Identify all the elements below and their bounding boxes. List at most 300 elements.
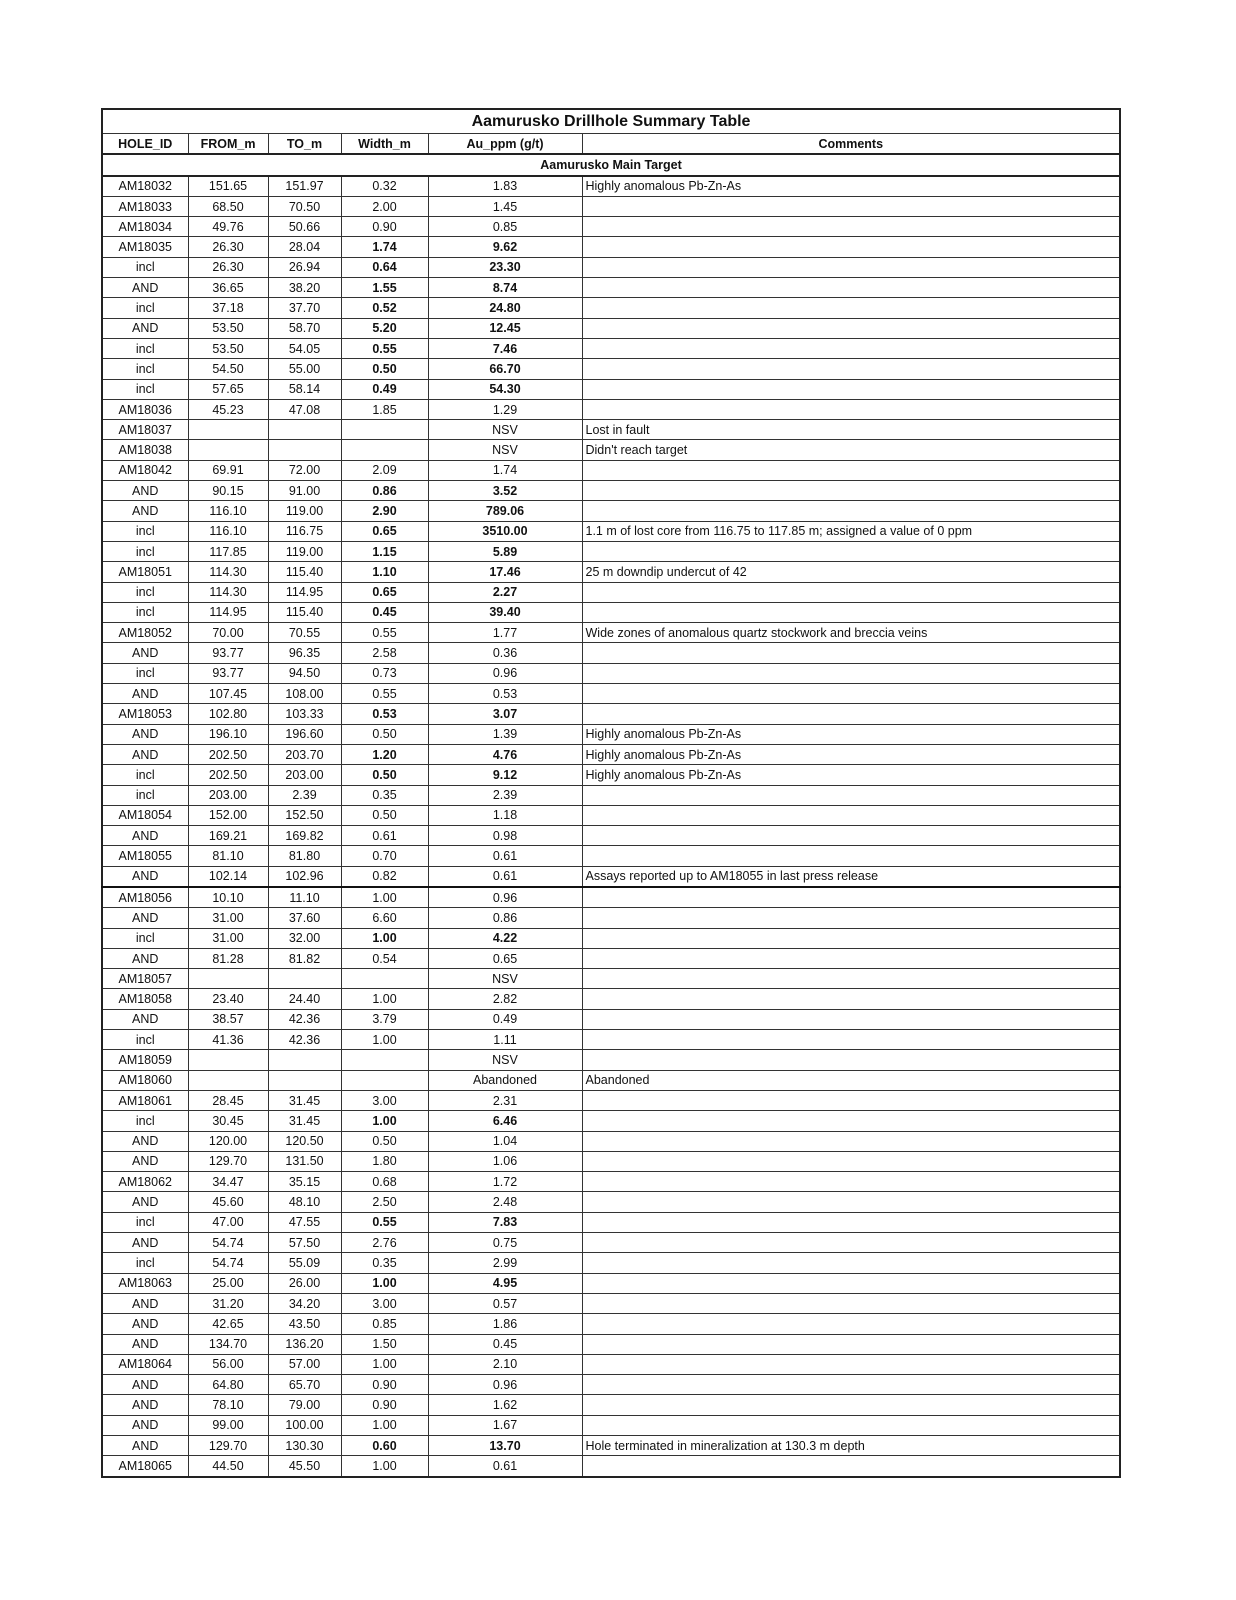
comment-cell — [582, 196, 1120, 216]
from-cell: 10.10 — [188, 887, 268, 908]
comment-cell — [582, 1090, 1120, 1110]
au-cell: 5.89 — [428, 541, 582, 561]
width-cell: 0.55 — [341, 1212, 428, 1232]
width-cell: 1.85 — [341, 399, 428, 419]
width-cell: 0.65 — [341, 582, 428, 602]
comment-cell — [582, 501, 1120, 521]
width-cell: 2.00 — [341, 196, 428, 216]
table-row — [102, 582, 1120, 602]
width-cell: 1.15 — [341, 541, 428, 561]
width-cell: 0.61 — [341, 826, 428, 846]
width-cell — [341, 1050, 428, 1070]
comment-cell — [582, 1172, 1120, 1192]
au-cell: Abandoned — [428, 1070, 582, 1090]
width-cell: 0.52 — [341, 298, 428, 318]
width-cell: 0.50 — [341, 724, 428, 744]
comment-cell: Wide zones of anomalous quartz stockwork and breccia veins — [582, 623, 1120, 643]
table-row — [102, 948, 1120, 968]
from-cell: 102.14 — [188, 866, 268, 887]
au-cell: 0.96 — [428, 887, 582, 908]
from-cell: 78.10 — [188, 1395, 268, 1415]
table-row — [102, 1334, 1120, 1354]
to-cell: 37.60 — [268, 908, 341, 928]
width-cell: 0.32 — [341, 176, 428, 197]
au-cell: 0.75 — [428, 1233, 582, 1253]
au-cell: 12.45 — [428, 318, 582, 338]
comment-cell — [582, 1030, 1120, 1050]
hole-id-cell: AND — [102, 643, 188, 663]
hole-id-cell: AM18064 — [102, 1354, 188, 1374]
table-row — [102, 257, 1120, 277]
au-cell: 7.83 — [428, 1212, 582, 1232]
hole-id-cell: AM18032 — [102, 176, 188, 197]
width-cell: 1.55 — [341, 278, 428, 298]
width-cell: 0.55 — [341, 684, 428, 704]
from-cell: 68.50 — [188, 196, 268, 216]
from-cell: 90.15 — [188, 481, 268, 501]
to-cell: 45.50 — [268, 1456, 341, 1477]
to-cell: 50.66 — [268, 217, 341, 237]
width-cell: 1.00 — [341, 1030, 428, 1050]
hole-id-cell: AND — [102, 1131, 188, 1151]
au-cell: NSV — [428, 440, 582, 460]
hole-id-cell: incl — [102, 663, 188, 683]
table-row — [102, 440, 1120, 460]
comment-cell — [582, 1192, 1120, 1212]
table-row — [102, 338, 1120, 358]
to-cell: 2.39 — [268, 785, 341, 805]
to-cell: 54.05 — [268, 338, 341, 358]
hole-id-cell: incl — [102, 521, 188, 541]
table-row — [102, 521, 1120, 541]
comment-cell — [582, 1456, 1120, 1477]
comment-cell — [582, 1293, 1120, 1313]
au-cell: 0.96 — [428, 663, 582, 683]
comment-cell — [582, 643, 1120, 663]
au-cell: 1.74 — [428, 460, 582, 480]
au-cell: 1.06 — [428, 1151, 582, 1171]
width-cell: 3.79 — [341, 1009, 428, 1029]
hole-id-cell: AM18063 — [102, 1273, 188, 1293]
comment-cell: 25 m downdip undercut of 42 — [582, 562, 1120, 582]
au-cell: 2.99 — [428, 1253, 582, 1273]
au-cell: 0.98 — [428, 826, 582, 846]
au-cell: 0.61 — [428, 846, 582, 866]
to-cell: 42.36 — [268, 1030, 341, 1050]
comment-cell: Abandoned — [582, 1070, 1120, 1090]
au-cell: 9.12 — [428, 765, 582, 785]
comment-cell — [582, 663, 1120, 683]
comment-cell — [582, 338, 1120, 358]
from-cell: 54.74 — [188, 1233, 268, 1253]
width-cell: 0.90 — [341, 1375, 428, 1395]
table-row — [102, 1009, 1120, 1029]
from-cell: 26.30 — [188, 257, 268, 277]
comment-cell — [582, 1273, 1120, 1293]
from-cell: 114.95 — [188, 602, 268, 622]
comment-cell — [582, 379, 1120, 399]
to-cell — [268, 440, 341, 460]
table-row — [102, 704, 1120, 724]
au-cell: 1.29 — [428, 399, 582, 419]
au-cell: 4.22 — [428, 928, 582, 948]
au-cell: NSV — [428, 420, 582, 440]
from-cell: 116.10 — [188, 501, 268, 521]
width-cell: 1.50 — [341, 1334, 428, 1354]
comment-cell — [582, 684, 1120, 704]
to-cell: 169.82 — [268, 826, 341, 846]
hole-id-cell: AM18035 — [102, 237, 188, 257]
hole-id-cell: incl — [102, 602, 188, 622]
hole-id-cell: AM18054 — [102, 805, 188, 825]
au-cell: 1.39 — [428, 724, 582, 744]
table-row — [102, 1273, 1120, 1293]
hole-id-cell: AND — [102, 501, 188, 521]
au-cell: 2.39 — [428, 785, 582, 805]
table-row — [102, 1212, 1120, 1232]
width-cell: 0.50 — [341, 359, 428, 379]
au-cell: 9.62 — [428, 237, 582, 257]
to-cell: 81.80 — [268, 846, 341, 866]
to-cell: 108.00 — [268, 684, 341, 704]
au-cell: NSV — [428, 969, 582, 989]
comment-cell: Highly anomalous Pb-Zn-As — [582, 176, 1120, 197]
from-cell: 45.23 — [188, 399, 268, 419]
width-cell: 2.09 — [341, 460, 428, 480]
width-cell: 0.35 — [341, 1253, 428, 1273]
au-cell: NSV — [428, 1050, 582, 1070]
to-cell: 32.00 — [268, 928, 341, 948]
comment-cell — [582, 602, 1120, 622]
hole-id-cell: AND — [102, 826, 188, 846]
au-cell: 17.46 — [428, 562, 582, 582]
to-cell: 91.00 — [268, 481, 341, 501]
from-cell: 38.57 — [188, 1009, 268, 1029]
width-cell: 3.00 — [341, 1090, 428, 1110]
table-row — [102, 278, 1120, 298]
to-cell: 79.00 — [268, 1395, 341, 1415]
to-cell: 28.04 — [268, 237, 341, 257]
to-cell: 72.00 — [268, 460, 341, 480]
to-cell: 11.10 — [268, 887, 341, 908]
comment-cell — [582, 1253, 1120, 1273]
from-cell: 45.60 — [188, 1192, 268, 1212]
comment-cell — [582, 217, 1120, 237]
table-row — [102, 217, 1120, 237]
comment-cell: Highly anomalous Pb-Zn-As — [582, 744, 1120, 764]
width-cell: 0.60 — [341, 1436, 428, 1456]
comment-cell — [582, 1354, 1120, 1374]
to-cell — [268, 969, 341, 989]
width-cell: 1.00 — [341, 1456, 428, 1477]
hole-id-cell: incl — [102, 1253, 188, 1273]
au-cell: 24.80 — [428, 298, 582, 318]
width-cell: 0.50 — [341, 805, 428, 825]
table-row — [102, 908, 1120, 928]
from-cell: 44.50 — [188, 1456, 268, 1477]
hole-id-cell: AND — [102, 948, 188, 968]
hole-id-cell: AND — [102, 481, 188, 501]
from-cell: 30.45 — [188, 1111, 268, 1131]
from-cell: 114.30 — [188, 582, 268, 602]
to-cell: 81.82 — [268, 948, 341, 968]
au-cell: 0.53 — [428, 684, 582, 704]
table-row — [102, 1436, 1120, 1456]
comment-cell — [582, 908, 1120, 928]
comment-cell — [582, 1009, 1120, 1029]
width-cell: 1.10 — [341, 562, 428, 582]
to-cell: 31.45 — [268, 1111, 341, 1131]
hole-id-cell: AND — [102, 684, 188, 704]
hole-id-cell: AND — [102, 908, 188, 928]
from-cell — [188, 440, 268, 460]
comment-cell — [582, 948, 1120, 968]
table-row — [102, 460, 1120, 480]
to-cell: 115.40 — [268, 562, 341, 582]
hole-id-cell: AM18038 — [102, 440, 188, 460]
width-cell: 0.50 — [341, 765, 428, 785]
hole-id-cell: incl — [102, 928, 188, 948]
width-cell — [341, 420, 428, 440]
table-row — [102, 481, 1120, 501]
from-cell: 151.65 — [188, 176, 268, 197]
au-cell: 2.10 — [428, 1354, 582, 1374]
width-cell: 2.50 — [341, 1192, 428, 1212]
to-cell: 103.33 — [268, 704, 341, 724]
au-cell: 23.30 — [428, 257, 582, 277]
table-row — [102, 562, 1120, 582]
au-cell: 4.95 — [428, 1273, 582, 1293]
from-cell: 152.00 — [188, 805, 268, 825]
width-cell: 0.85 — [341, 1314, 428, 1334]
width-cell: 2.90 — [341, 501, 428, 521]
hole-id-cell: AM18065 — [102, 1456, 188, 1477]
au-cell: 1.45 — [428, 196, 582, 216]
hole-id-cell: AND — [102, 1415, 188, 1435]
hole-id-cell: incl — [102, 1111, 188, 1131]
width-cell: 0.90 — [341, 217, 428, 237]
au-cell: 1.62 — [428, 1395, 582, 1415]
au-cell: 0.45 — [428, 1334, 582, 1354]
table-row — [102, 359, 1120, 379]
from-cell: 117.85 — [188, 541, 268, 561]
hole-id-cell: incl — [102, 765, 188, 785]
to-cell: 48.10 — [268, 1192, 341, 1212]
to-cell: 26.00 — [268, 1273, 341, 1293]
from-cell: 70.00 — [188, 623, 268, 643]
au-cell: 1.72 — [428, 1172, 582, 1192]
table-row — [102, 866, 1120, 887]
hole-id-cell: AM18051 — [102, 562, 188, 582]
from-cell — [188, 1070, 268, 1090]
comment-cell — [582, 582, 1120, 602]
width-cell: 0.65 — [341, 521, 428, 541]
to-cell: 70.50 — [268, 196, 341, 216]
to-cell: 119.00 — [268, 501, 341, 521]
table-row — [102, 663, 1120, 683]
table-row — [102, 1070, 1120, 1090]
table-row — [102, 887, 1120, 908]
from-cell: 49.76 — [188, 217, 268, 237]
to-cell: 96.35 — [268, 643, 341, 663]
hole-id-cell: AM18061 — [102, 1090, 188, 1110]
from-cell: 69.91 — [188, 460, 268, 480]
to-cell: 203.00 — [268, 765, 341, 785]
width-cell: 1.00 — [341, 1415, 428, 1435]
to-cell: 34.20 — [268, 1293, 341, 1313]
to-cell: 37.70 — [268, 298, 341, 318]
hole-id-cell: AND — [102, 1233, 188, 1253]
table-row — [102, 298, 1120, 318]
hole-id-cell: AM18042 — [102, 460, 188, 480]
to-cell: 136.20 — [268, 1334, 341, 1354]
to-cell: 47.08 — [268, 399, 341, 419]
table-row — [102, 602, 1120, 622]
table-row — [102, 826, 1120, 846]
table-row — [102, 237, 1120, 257]
col-header-from: FROM_m — [188, 134, 268, 155]
width-cell: 1.00 — [341, 1273, 428, 1293]
table-row — [102, 1314, 1120, 1334]
width-cell — [341, 969, 428, 989]
hole-id-cell: AM18057 — [102, 969, 188, 989]
table-row — [102, 724, 1120, 744]
from-cell: 129.70 — [188, 1151, 268, 1171]
width-cell: 1.00 — [341, 928, 428, 948]
to-cell: 119.00 — [268, 541, 341, 561]
table-row — [102, 541, 1120, 561]
hole-id-cell: AM18060 — [102, 1070, 188, 1090]
hole-id-cell: AM18036 — [102, 399, 188, 419]
au-cell: 66.70 — [428, 359, 582, 379]
table-row — [102, 623, 1120, 643]
hole-id-cell: AND — [102, 1293, 188, 1313]
from-cell: 31.00 — [188, 928, 268, 948]
comment-cell — [582, 1395, 1120, 1415]
hole-id-cell: incl — [102, 338, 188, 358]
table-title: Aamurusko Drillhole Summary Table — [102, 109, 1120, 134]
table-row — [102, 1395, 1120, 1415]
au-cell: 0.61 — [428, 1456, 582, 1477]
table-row — [102, 1293, 1120, 1313]
hole-id-cell: AM18058 — [102, 989, 188, 1009]
from-cell: 129.70 — [188, 1436, 268, 1456]
au-cell: 789.06 — [428, 501, 582, 521]
comment-cell — [582, 785, 1120, 805]
to-cell: 47.55 — [268, 1212, 341, 1232]
table-row — [102, 196, 1120, 216]
comment-cell — [582, 541, 1120, 561]
width-cell: 1.00 — [341, 1354, 428, 1374]
comment-cell — [582, 257, 1120, 277]
hole-id-cell: AND — [102, 1151, 188, 1171]
au-cell: 7.46 — [428, 338, 582, 358]
comment-cell — [582, 846, 1120, 866]
from-cell: 34.47 — [188, 1172, 268, 1192]
comment-cell — [582, 1111, 1120, 1131]
from-cell: 81.28 — [188, 948, 268, 968]
to-cell: 35.15 — [268, 1172, 341, 1192]
hole-id-cell: AM18053 — [102, 704, 188, 724]
au-cell: 6.46 — [428, 1111, 582, 1131]
au-cell: 54.30 — [428, 379, 582, 399]
col-header-to: TO_m — [268, 134, 341, 155]
to-cell: 115.40 — [268, 602, 341, 622]
width-cell: 0.64 — [341, 257, 428, 277]
hole-id-cell: incl — [102, 1212, 188, 1232]
from-cell: 203.00 — [188, 785, 268, 805]
au-cell: 3510.00 — [428, 521, 582, 541]
from-cell: 54.74 — [188, 1253, 268, 1273]
comment-cell — [582, 1233, 1120, 1253]
from-cell — [188, 1050, 268, 1070]
comment-cell — [582, 1314, 1120, 1334]
from-cell: 114.30 — [188, 562, 268, 582]
width-cell: 0.49 — [341, 379, 428, 399]
to-cell: 70.55 — [268, 623, 341, 643]
to-cell: 203.70 — [268, 744, 341, 764]
table-row — [102, 684, 1120, 704]
hole-id-cell: AND — [102, 744, 188, 764]
au-cell: 2.48 — [428, 1192, 582, 1212]
width-cell: 0.55 — [341, 623, 428, 643]
table-row — [102, 399, 1120, 419]
width-cell — [341, 440, 428, 460]
from-cell: 53.50 — [188, 318, 268, 338]
au-cell: 8.74 — [428, 278, 582, 298]
au-cell: 0.36 — [428, 643, 582, 663]
comment-cell — [582, 318, 1120, 338]
au-cell: 2.82 — [428, 989, 582, 1009]
comment-cell — [582, 928, 1120, 948]
col-header-hole-id: HOLE_ID — [102, 134, 188, 155]
au-cell: 1.04 — [428, 1131, 582, 1151]
from-cell: 64.80 — [188, 1375, 268, 1395]
from-cell: 196.10 — [188, 724, 268, 744]
hole-id-cell: incl — [102, 379, 188, 399]
to-cell: 58.14 — [268, 379, 341, 399]
from-cell: 28.45 — [188, 1090, 268, 1110]
from-cell: 31.20 — [188, 1293, 268, 1313]
table-row — [102, 744, 1120, 764]
comment-cell: Hole terminated in mineralization at 130.3 m depth — [582, 1436, 1120, 1456]
from-cell: 53.50 — [188, 338, 268, 358]
table-row — [102, 989, 1120, 1009]
from-cell: 47.00 — [188, 1212, 268, 1232]
au-cell: 1.86 — [428, 1314, 582, 1334]
table-row — [102, 1172, 1120, 1192]
table-row — [102, 785, 1120, 805]
hole-id-cell: incl — [102, 298, 188, 318]
table-row — [102, 318, 1120, 338]
table-row — [102, 846, 1120, 866]
width-cell: 1.74 — [341, 237, 428, 257]
hole-id-cell: AND — [102, 1395, 188, 1415]
comment-cell — [582, 399, 1120, 419]
to-cell: 55.09 — [268, 1253, 341, 1273]
from-cell: 56.00 — [188, 1354, 268, 1374]
table-row — [102, 1253, 1120, 1273]
au-cell: 4.76 — [428, 744, 582, 764]
width-cell: 0.35 — [341, 785, 428, 805]
from-cell: 120.00 — [188, 1131, 268, 1151]
comment-cell — [582, 1375, 1120, 1395]
table-row — [102, 176, 1120, 197]
au-cell: 0.85 — [428, 217, 582, 237]
width-cell: 2.58 — [341, 643, 428, 663]
from-cell: 116.10 — [188, 521, 268, 541]
table-row — [102, 1151, 1120, 1171]
